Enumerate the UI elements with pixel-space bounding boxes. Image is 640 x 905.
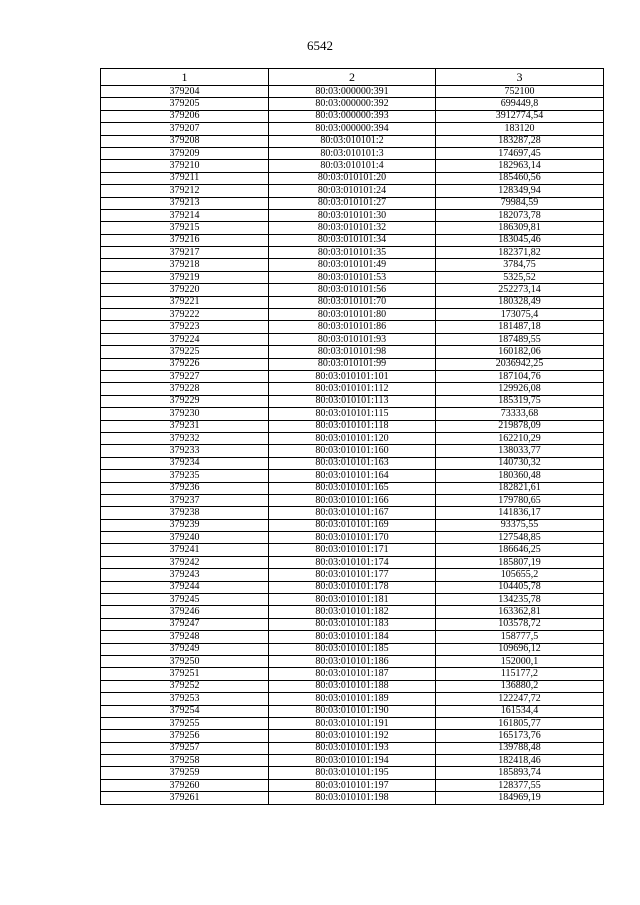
table-row	[101, 234, 604, 246]
table-row	[101, 321, 604, 333]
row-number-cell: 379225	[101, 346, 269, 358]
cadastral-number-cell: 80:03:010101:174	[269, 556, 436, 568]
row-number-cell: 379252	[101, 680, 269, 692]
table-row	[101, 618, 604, 630]
cadastral-number-cell: 80:03:010101:185	[269, 643, 436, 655]
column-header-1: 1	[101, 69, 269, 86]
cadastral-number-cell: 80:03:010101:197	[269, 779, 436, 791]
row-number-cell: 379261	[101, 792, 269, 804]
table-row	[101, 668, 604, 680]
value-cell: 138033,77	[436, 445, 604, 457]
cadastral-number-cell: 80:03:010101:118	[269, 420, 436, 432]
row-number-cell: 379248	[101, 631, 269, 643]
value-cell: 185893,74	[436, 767, 604, 779]
row-number-cell: 379244	[101, 581, 269, 593]
table-row	[101, 284, 604, 296]
row-number-cell: 379207	[101, 123, 269, 135]
row-number-cell: 379232	[101, 432, 269, 444]
table-row	[101, 110, 604, 122]
value-cell: 79984,59	[436, 197, 604, 209]
cadastral-number-cell: 80:03:010101:34	[269, 234, 436, 246]
cadastral-number-cell: 80:03:010101:171	[269, 544, 436, 556]
row-number-cell: 379230	[101, 408, 269, 420]
cadastral-number-cell: 80:03:010101:187	[269, 668, 436, 680]
value-cell: 180360,48	[436, 470, 604, 482]
row-number-cell: 379208	[101, 135, 269, 147]
cadastral-number-cell: 80:03:010101:194	[269, 755, 436, 767]
value-cell: 165173,76	[436, 730, 604, 742]
row-number-cell: 379209	[101, 147, 269, 159]
table-row	[101, 247, 604, 259]
row-number-cell: 379250	[101, 655, 269, 667]
table-row	[101, 408, 604, 420]
row-number-cell: 379210	[101, 160, 269, 172]
cadastral-number-cell: 80:03:010101:56	[269, 284, 436, 296]
row-number-cell: 379235	[101, 470, 269, 482]
cadastral-number-cell: 80:03:010101:166	[269, 494, 436, 506]
value-cell: 3912774,54	[436, 110, 604, 122]
value-cell: 163362,81	[436, 606, 604, 618]
cadastral-number-cell: 80:03:010101:93	[269, 333, 436, 345]
value-cell: 183045,46	[436, 234, 604, 246]
value-cell: 73333,68	[436, 408, 604, 420]
row-number-cell: 379251	[101, 668, 269, 680]
value-cell: 127548,85	[436, 532, 604, 544]
value-cell: 158777,5	[436, 631, 604, 643]
table-row	[101, 606, 604, 618]
value-cell: 180328,49	[436, 296, 604, 308]
table-row	[101, 643, 604, 655]
row-number-cell: 379222	[101, 309, 269, 321]
row-number-cell: 379234	[101, 457, 269, 469]
cadastral-number-cell: 80:03:010101:198	[269, 792, 436, 804]
cadastral-number-cell: 80:03:010101:2	[269, 135, 436, 147]
table-row	[101, 147, 604, 159]
cadastral-number-cell: 80:03:010101:192	[269, 730, 436, 742]
table-row	[101, 309, 604, 321]
table-row	[101, 767, 604, 779]
row-number-cell: 379204	[101, 86, 269, 98]
cadastral-number-cell: 80:03:010101:184	[269, 631, 436, 643]
value-cell: 139788,48	[436, 742, 604, 754]
table-row	[101, 730, 604, 742]
table-row	[101, 556, 604, 568]
table-row	[101, 333, 604, 345]
row-number-cell: 379254	[101, 705, 269, 717]
cadastral-number-cell: 80:03:000000:392	[269, 98, 436, 110]
table-header-row	[101, 69, 604, 86]
row-number-cell: 379228	[101, 383, 269, 395]
value-cell: 2036942,25	[436, 358, 604, 370]
value-cell: 252273,14	[436, 284, 604, 296]
cadastral-number-cell: 80:03:010101:80	[269, 309, 436, 321]
row-number-cell: 379226	[101, 358, 269, 370]
cadastral-number-cell: 80:03:010101:189	[269, 693, 436, 705]
row-number-cell: 379221	[101, 296, 269, 308]
table-row	[101, 544, 604, 556]
row-number-cell: 379219	[101, 271, 269, 283]
value-cell: 182963,14	[436, 160, 604, 172]
cadastral-number-cell: 80:03:010101:163	[269, 457, 436, 469]
value-cell: 187489,55	[436, 333, 604, 345]
table-row	[101, 494, 604, 506]
cadastral-number-cell: 80:03:000000:394	[269, 123, 436, 135]
page-number: 6542	[307, 38, 333, 53]
cadastral-number-cell: 80:03:010101:24	[269, 185, 436, 197]
cadastral-number-cell: 80:03:010101:99	[269, 358, 436, 370]
table-row	[101, 507, 604, 519]
row-number-cell: 379231	[101, 420, 269, 432]
cadastral-number-cell: 80:03:010101:178	[269, 581, 436, 593]
value-cell: 752100	[436, 86, 604, 98]
value-cell: 5325,52	[436, 271, 604, 283]
value-cell: 136880,2	[436, 680, 604, 692]
table-row	[101, 197, 604, 209]
table-row	[101, 792, 604, 804]
value-cell: 134235,78	[436, 594, 604, 606]
row-number-cell: 379259	[101, 767, 269, 779]
cadastral-number-cell: 80:03:010101:165	[269, 482, 436, 494]
value-cell: 105655,2	[436, 569, 604, 581]
row-number-cell: 379241	[101, 544, 269, 556]
table-row	[101, 172, 604, 184]
table-row	[101, 470, 604, 482]
table-row	[101, 185, 604, 197]
row-number-cell: 379205	[101, 98, 269, 110]
row-number-cell: 379238	[101, 507, 269, 519]
value-cell: 185319,75	[436, 395, 604, 407]
value-cell: 182418,46	[436, 755, 604, 767]
table-row	[101, 742, 604, 754]
value-cell: 129926,08	[436, 383, 604, 395]
value-cell: 160182,06	[436, 346, 604, 358]
row-number-cell: 379218	[101, 259, 269, 271]
value-cell: 3784,75	[436, 259, 604, 271]
value-cell: 185460,56	[436, 172, 604, 184]
value-cell: 181487,18	[436, 321, 604, 333]
cadastral-number-cell: 80:03:010101:183	[269, 618, 436, 630]
value-cell: 104405,78	[436, 581, 604, 593]
value-cell: 103578,72	[436, 618, 604, 630]
table-row	[101, 86, 604, 98]
cadastral-number-cell: 80:03:010101:164	[269, 470, 436, 482]
table-row	[101, 755, 604, 767]
cadastral-number-cell: 80:03:010101:191	[269, 717, 436, 729]
row-number-cell: 379220	[101, 284, 269, 296]
row-number-cell: 379214	[101, 209, 269, 221]
cadastral-number-cell: 80:03:010101:182	[269, 606, 436, 618]
cadastral-number-cell: 80:03:010101:181	[269, 594, 436, 606]
row-number-cell: 379240	[101, 532, 269, 544]
row-number-cell: 379255	[101, 717, 269, 729]
cadastral-number-cell: 80:03:010101:86	[269, 321, 436, 333]
row-number-cell: 379246	[101, 606, 269, 618]
cadastral-number-cell: 80:03:010101:20	[269, 172, 436, 184]
cadastral-number-cell: 80:03:010101:193	[269, 742, 436, 754]
row-number-cell: 379247	[101, 618, 269, 630]
value-cell: 141836,17	[436, 507, 604, 519]
cadastral-number-cell: 80:03:010101:30	[269, 209, 436, 221]
row-number-cell: 379211	[101, 172, 269, 184]
table-row	[101, 346, 604, 358]
table-row	[101, 717, 604, 729]
value-cell: 161534,4	[436, 705, 604, 717]
table-row	[101, 693, 604, 705]
value-cell: 699449,8	[436, 98, 604, 110]
cadastral-number-cell: 80:03:010101:167	[269, 507, 436, 519]
value-cell: 186646,25	[436, 544, 604, 556]
value-cell: 128349,94	[436, 185, 604, 197]
row-number-cell: 379242	[101, 556, 269, 568]
table-row	[101, 420, 604, 432]
row-number-cell: 379206	[101, 110, 269, 122]
cadastral-number-cell: 80:03:010101:188	[269, 680, 436, 692]
cadastral-number-cell: 80:03:010101:160	[269, 445, 436, 457]
cadastral-number-cell: 80:03:010101:186	[269, 655, 436, 667]
table-row	[101, 209, 604, 221]
cadastral-number-cell: 80:03:010101:115	[269, 408, 436, 420]
value-cell: 122247,72	[436, 693, 604, 705]
value-cell: 186309,81	[436, 222, 604, 234]
column-header-3: 3	[436, 69, 604, 86]
cadastral-number-cell: 80:03:010101:49	[269, 259, 436, 271]
row-number-cell: 379239	[101, 519, 269, 531]
value-cell: 179780,65	[436, 494, 604, 506]
table-row	[101, 222, 604, 234]
cadastral-number-cell: 80:03:010101:170	[269, 532, 436, 544]
table-row	[101, 370, 604, 382]
value-cell: 219878,09	[436, 420, 604, 432]
row-number-cell: 379217	[101, 247, 269, 259]
table-row	[101, 631, 604, 643]
value-cell: 93375,55	[436, 519, 604, 531]
value-cell: 140730,32	[436, 457, 604, 469]
cadastral-value-table	[100, 68, 604, 805]
table-row	[101, 680, 604, 692]
table-row	[101, 358, 604, 370]
value-cell: 182821,61	[436, 482, 604, 494]
row-number-cell: 379236	[101, 482, 269, 494]
value-cell: 182073,78	[436, 209, 604, 221]
table-row	[101, 432, 604, 444]
row-number-cell: 379213	[101, 197, 269, 209]
value-cell: 128377,55	[436, 779, 604, 791]
row-number-cell: 379229	[101, 395, 269, 407]
value-cell: 115177,2	[436, 668, 604, 680]
table-row	[101, 594, 604, 606]
table-row	[101, 532, 604, 544]
row-number-cell: 379253	[101, 693, 269, 705]
table-row	[101, 98, 604, 110]
cadastral-number-cell: 80:03:010101:53	[269, 271, 436, 283]
cadastral-number-cell: 80:03:010101:70	[269, 296, 436, 308]
value-cell: 152000,1	[436, 655, 604, 667]
row-number-cell: 379249	[101, 643, 269, 655]
table-row	[101, 395, 604, 407]
table-row	[101, 482, 604, 494]
table-row	[101, 581, 604, 593]
cadastral-number-cell: 80:03:010101:3	[269, 147, 436, 159]
table-row	[101, 655, 604, 667]
cadastral-number-cell: 80:03:000000:393	[269, 110, 436, 122]
column-header-2: 2	[269, 69, 436, 86]
cadastral-number-cell: 80:03:010101:169	[269, 519, 436, 531]
row-number-cell: 379223	[101, 321, 269, 333]
cadastral-number-cell: 80:03:010101:101	[269, 370, 436, 382]
value-cell: 173075,4	[436, 309, 604, 321]
table-row	[101, 519, 604, 531]
table-row	[101, 135, 604, 147]
value-cell: 187104,76	[436, 370, 604, 382]
row-number-cell: 379237	[101, 494, 269, 506]
table-row	[101, 457, 604, 469]
cadastral-number-cell: 80:03:000000:391	[269, 86, 436, 98]
value-cell: 183120	[436, 123, 604, 135]
row-number-cell: 379245	[101, 594, 269, 606]
table-row	[101, 569, 604, 581]
table-row	[101, 445, 604, 457]
row-number-cell: 379227	[101, 370, 269, 382]
table-row	[101, 160, 604, 172]
value-cell: 184969,19	[436, 792, 604, 804]
cadastral-number-cell: 80:03:010101:35	[269, 247, 436, 259]
cadastral-number-cell: 80:03:010101:120	[269, 432, 436, 444]
table-row	[101, 705, 604, 717]
cadastral-number-cell: 80:03:010101:32	[269, 222, 436, 234]
row-number-cell: 379258	[101, 755, 269, 767]
table-row	[101, 259, 604, 271]
row-number-cell: 379212	[101, 185, 269, 197]
cadastral-number-cell: 80:03:010101:4	[269, 160, 436, 172]
row-number-cell: 379260	[101, 779, 269, 791]
table-body	[101, 86, 604, 805]
row-number-cell: 379224	[101, 333, 269, 345]
value-cell: 161805,77	[436, 717, 604, 729]
cadastral-number-cell: 80:03:010101:113	[269, 395, 436, 407]
row-number-cell: 379233	[101, 445, 269, 457]
table-row	[101, 271, 604, 283]
table-row	[101, 383, 604, 395]
row-number-cell: 379243	[101, 569, 269, 581]
cadastral-number-cell: 80:03:010101:27	[269, 197, 436, 209]
cadastral-number-cell: 80:03:010101:177	[269, 569, 436, 581]
table-row	[101, 296, 604, 308]
value-cell: 162210,29	[436, 432, 604, 444]
cadastral-number-cell: 80:03:010101:190	[269, 705, 436, 717]
cadastral-number-cell: 80:03:010101:98	[269, 346, 436, 358]
cadastral-number-cell: 80:03:010101:112	[269, 383, 436, 395]
value-cell: 185807,19	[436, 556, 604, 568]
table-row	[101, 123, 604, 135]
value-cell: 183287,28	[436, 135, 604, 147]
row-number-cell: 379257	[101, 742, 269, 754]
row-number-cell: 379215	[101, 222, 269, 234]
value-cell: 182371,82	[436, 247, 604, 259]
row-number-cell: 379216	[101, 234, 269, 246]
value-cell: 174697,45	[436, 147, 604, 159]
table-row	[101, 779, 604, 791]
cadastral-number-cell: 80:03:010101:195	[269, 767, 436, 779]
value-cell: 109696,12	[436, 643, 604, 655]
row-number-cell: 379256	[101, 730, 269, 742]
